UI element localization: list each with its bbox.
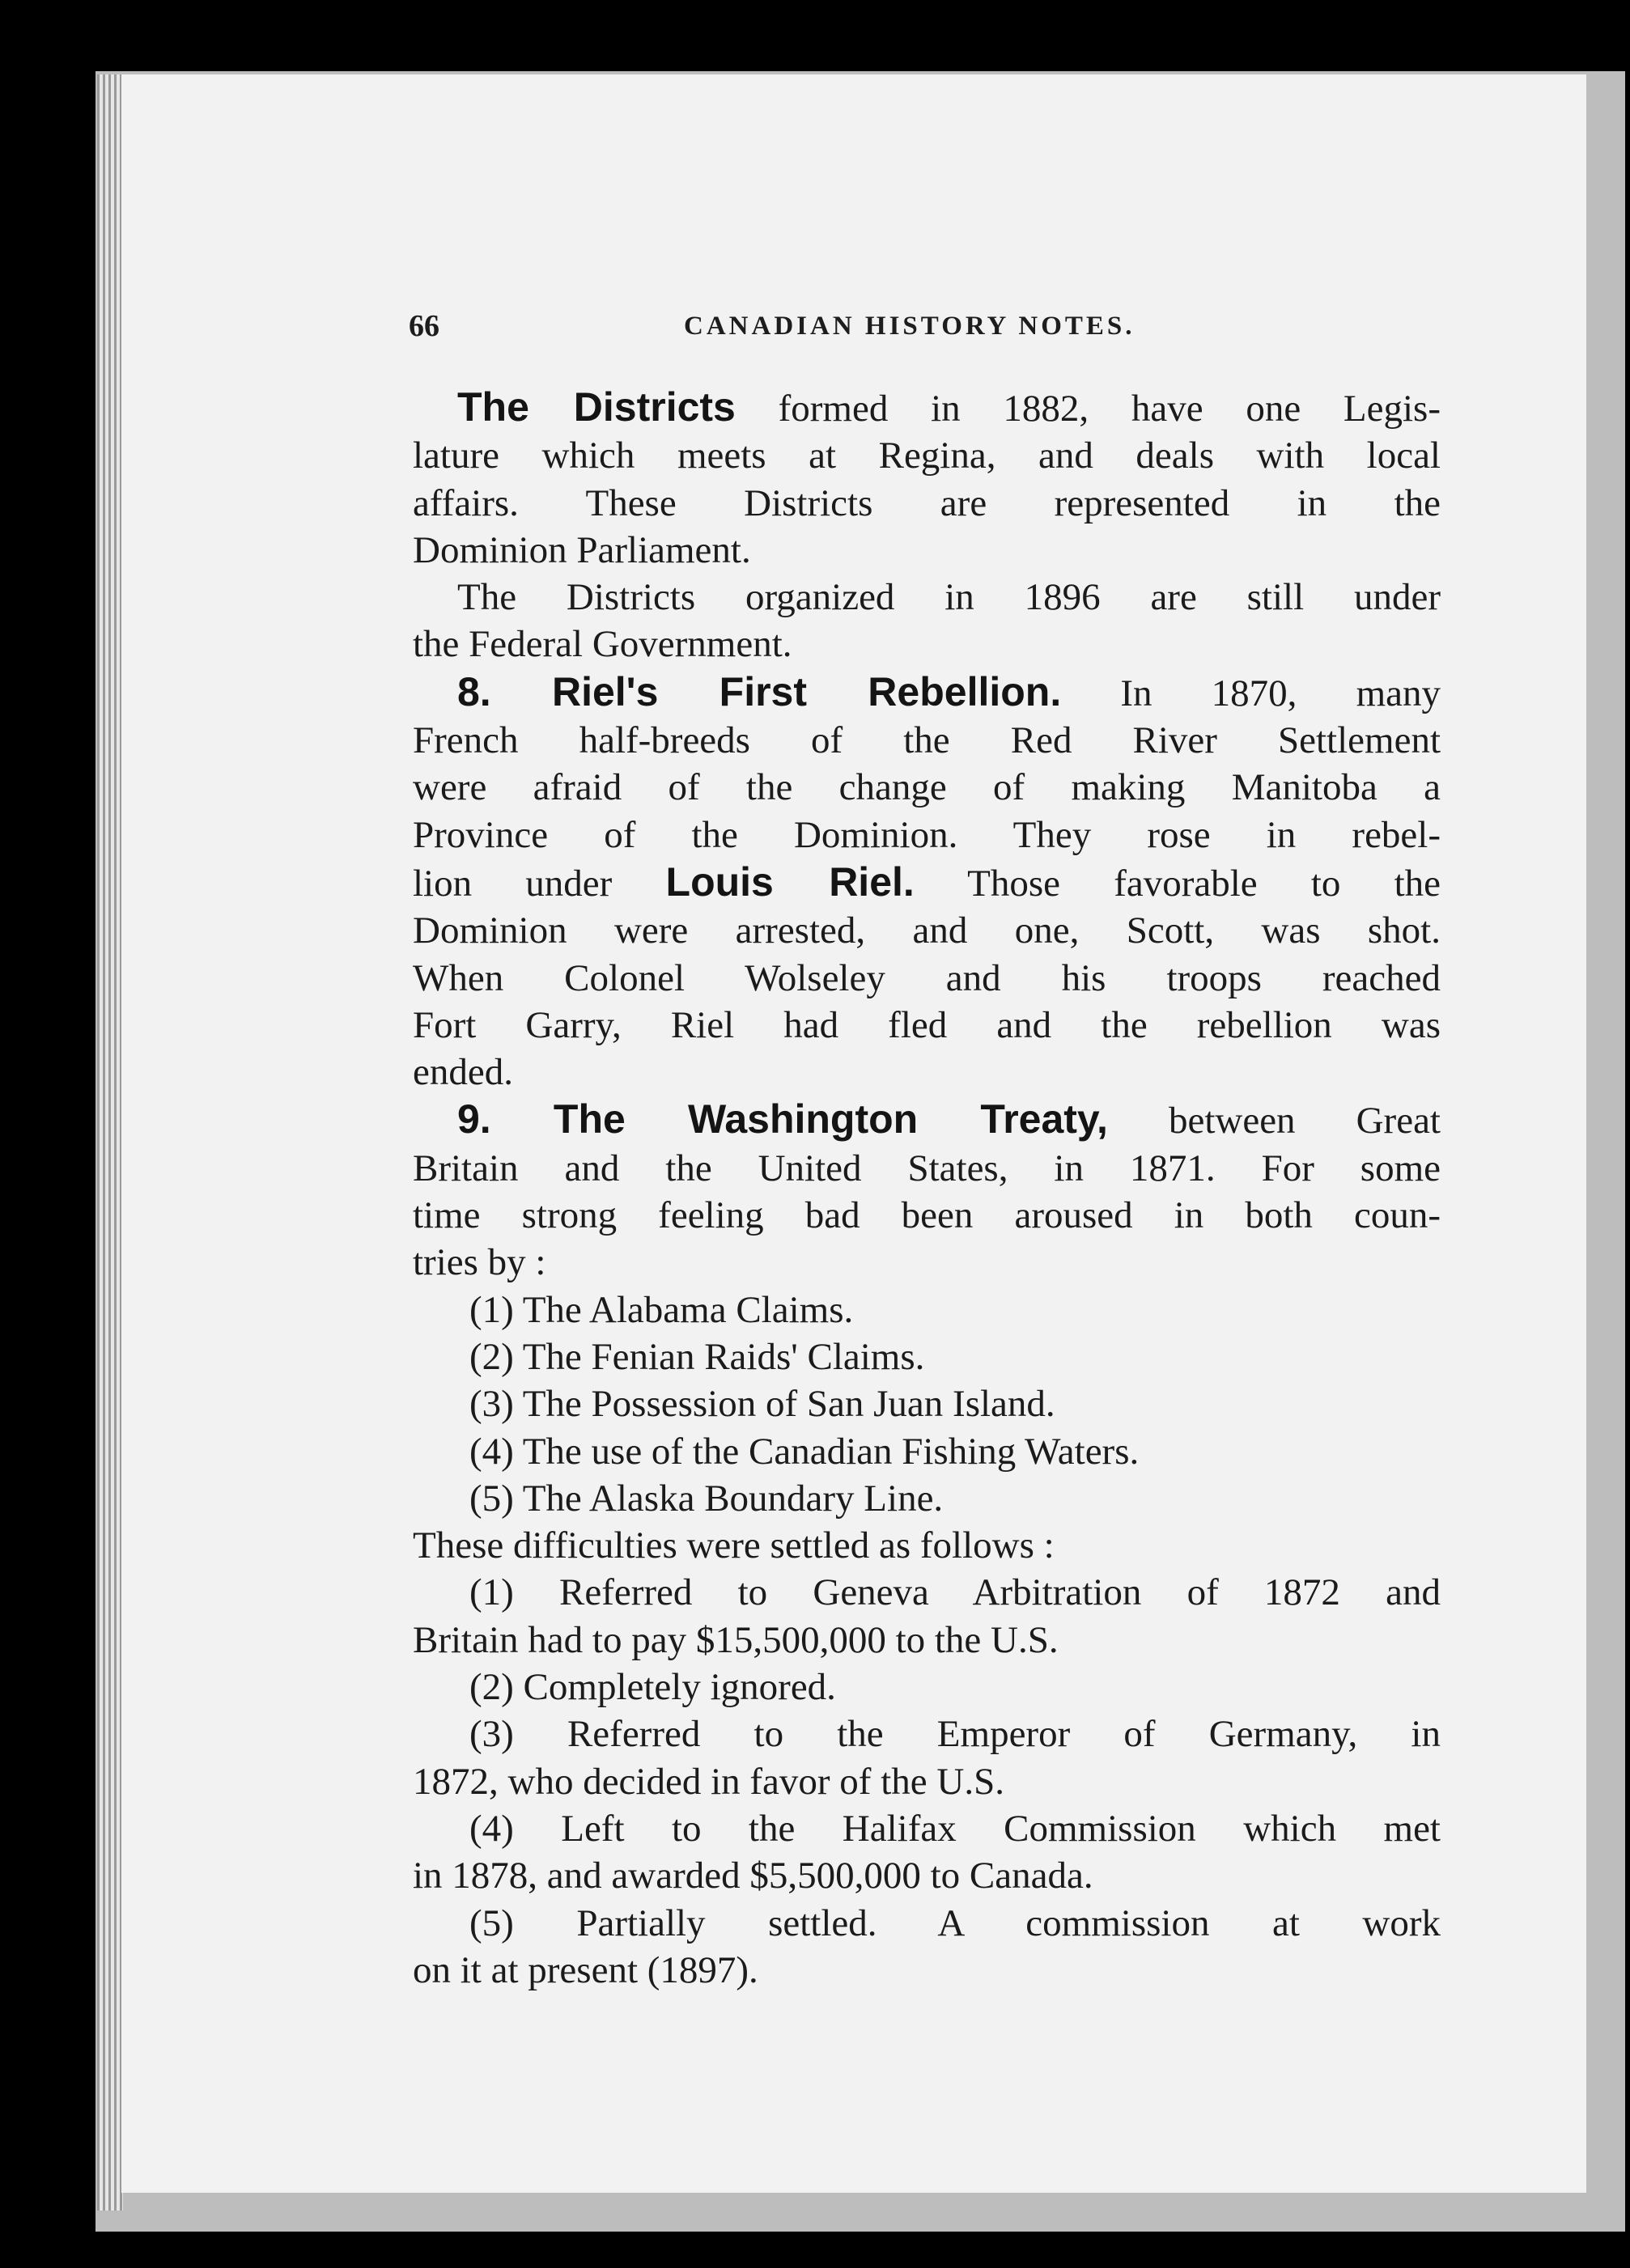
- line-text: (2) Completely ignored.: [469, 1666, 836, 1709]
- text-line: [413, 432, 1441, 479]
- text-line: [413, 480, 1441, 527]
- text-line: [413, 812, 1441, 858]
- line-text: In 1870, many: [1061, 672, 1441, 714]
- page-number: 66: [409, 309, 439, 343]
- line-text: affairs. These Districts are represented in the: [413, 481, 1441, 524]
- text-line: [413, 955, 1441, 1002]
- text-line: [413, 1002, 1441, 1049]
- text-line: [413, 621, 1441, 668]
- text-line: [413, 1522, 1441, 1569]
- line-text: Dominion Parliament.: [413, 528, 751, 571]
- line-text: lature which meets at Regina, and deals with local: [413, 435, 1441, 477]
- text-line: [413, 1049, 1441, 1096]
- line-text: (5) Partially settled. A commission at work: [469, 1901, 1441, 1944]
- text-line: [413, 1380, 1441, 1427]
- text-line: [413, 1711, 1441, 1757]
- inline-name-heading: Louis Riel.: [665, 858, 915, 905]
- text-line: [413, 1900, 1441, 1947]
- line-text: in 1878, and awarded $5,500,000 to Canada.: [413, 1855, 1093, 1897]
- text-line: [413, 1096, 1441, 1144]
- text-line: [413, 1428, 1441, 1475]
- line-text: lion under: [413, 862, 666, 905]
- text-line: [413, 1475, 1441, 1522]
- line-text: Fort Garry, Riel had fled and the rebellion was: [413, 1003, 1441, 1046]
- text-line: [413, 858, 1441, 907]
- line-text: ended.: [413, 1051, 513, 1094]
- line-text: tries by :: [413, 1241, 546, 1284]
- text-line: [413, 1758, 1441, 1805]
- text-line: [413, 1333, 1441, 1380]
- line-text: Dominion were arrested, and one, Scott, was shot.: [413, 909, 1441, 952]
- text-line: [413, 907, 1441, 954]
- text-line: [413, 1239, 1441, 1286]
- text-line: [413, 1192, 1441, 1239]
- page-stack-edge: [97, 74, 123, 2211]
- text-line: [413, 1947, 1441, 1994]
- text-line: [413, 1805, 1441, 1852]
- text-line: [413, 527, 1441, 574]
- text-line: [413, 1145, 1441, 1192]
- text-line: [413, 574, 1441, 621]
- text-line: [413, 1852, 1441, 1899]
- line-text: (5) The Alaska Boundary Line.: [469, 1477, 944, 1520]
- text-line: [413, 1569, 1441, 1616]
- text-line: [413, 668, 1441, 717]
- line-text: The Districts organized in 1896 are still under: [457, 576, 1441, 619]
- text-line: [413, 1287, 1441, 1333]
- line-text: (1) The Alabama Claims.: [469, 1288, 854, 1331]
- line-text: time strong feeling bad been aroused in both coun-: [413, 1194, 1441, 1237]
- line-text: (4) The use of the Canadian Fishing Waters.: [469, 1430, 1140, 1473]
- line-text: (3) The Possession of San Juan Island.: [469, 1383, 1055, 1426]
- line-text: (1) Referred to Geneva Arbitration of 1872 and: [469, 1571, 1441, 1614]
- text-line: [413, 384, 1441, 432]
- page-body-text: [413, 384, 1441, 1994]
- line-text: When Colonel Wolseley and his troops reached: [413, 956, 1441, 999]
- section-heading: The Districts: [457, 384, 736, 430]
- line-text: Britain and the United States, in 1871. For some: [413, 1147, 1441, 1189]
- section-heading: 9. The Washington Treaty,: [457, 1096, 1108, 1142]
- line-text: Province of the Dominion. They rose in rebel-: [413, 813, 1441, 856]
- line-text: (4) Left to the Halifax Commission which met: [469, 1807, 1441, 1850]
- line-text: the Federal Government.: [413, 623, 792, 666]
- text-line: [413, 764, 1441, 811]
- line-text: 1872, who decided in favor of the U.S.: [413, 1760, 1004, 1803]
- text-line: [413, 717, 1441, 764]
- line-text: French half-breeds of the Red River Settlement: [413, 719, 1441, 762]
- line-text: (3) Referred to the Emperor of Germany, in: [469, 1713, 1441, 1756]
- line-text: (2) The Fenian Raids' Claims.: [469, 1335, 925, 1378]
- line-text: were afraid of the change of making Manitoba a: [413, 766, 1441, 809]
- text-line: [413, 1664, 1441, 1711]
- line-text: between Great: [1107, 1100, 1441, 1142]
- line-text: These difficulties were settled as follows :: [413, 1524, 1055, 1567]
- line-text: Britain had to pay $15,500,000 to the U.S.: [413, 1618, 1059, 1661]
- running-title: CANADIAN HISTORY NOTES.: [684, 312, 1135, 341]
- line-text: Those favorable to the: [914, 862, 1441, 905]
- line-text: formed in 1882, have one Legis-: [735, 388, 1441, 430]
- text-line: [413, 1617, 1441, 1664]
- line-text: on it at present (1897).: [413, 1948, 758, 1991]
- section-heading: 8. Riel's First Rebellion.: [457, 668, 1062, 714]
